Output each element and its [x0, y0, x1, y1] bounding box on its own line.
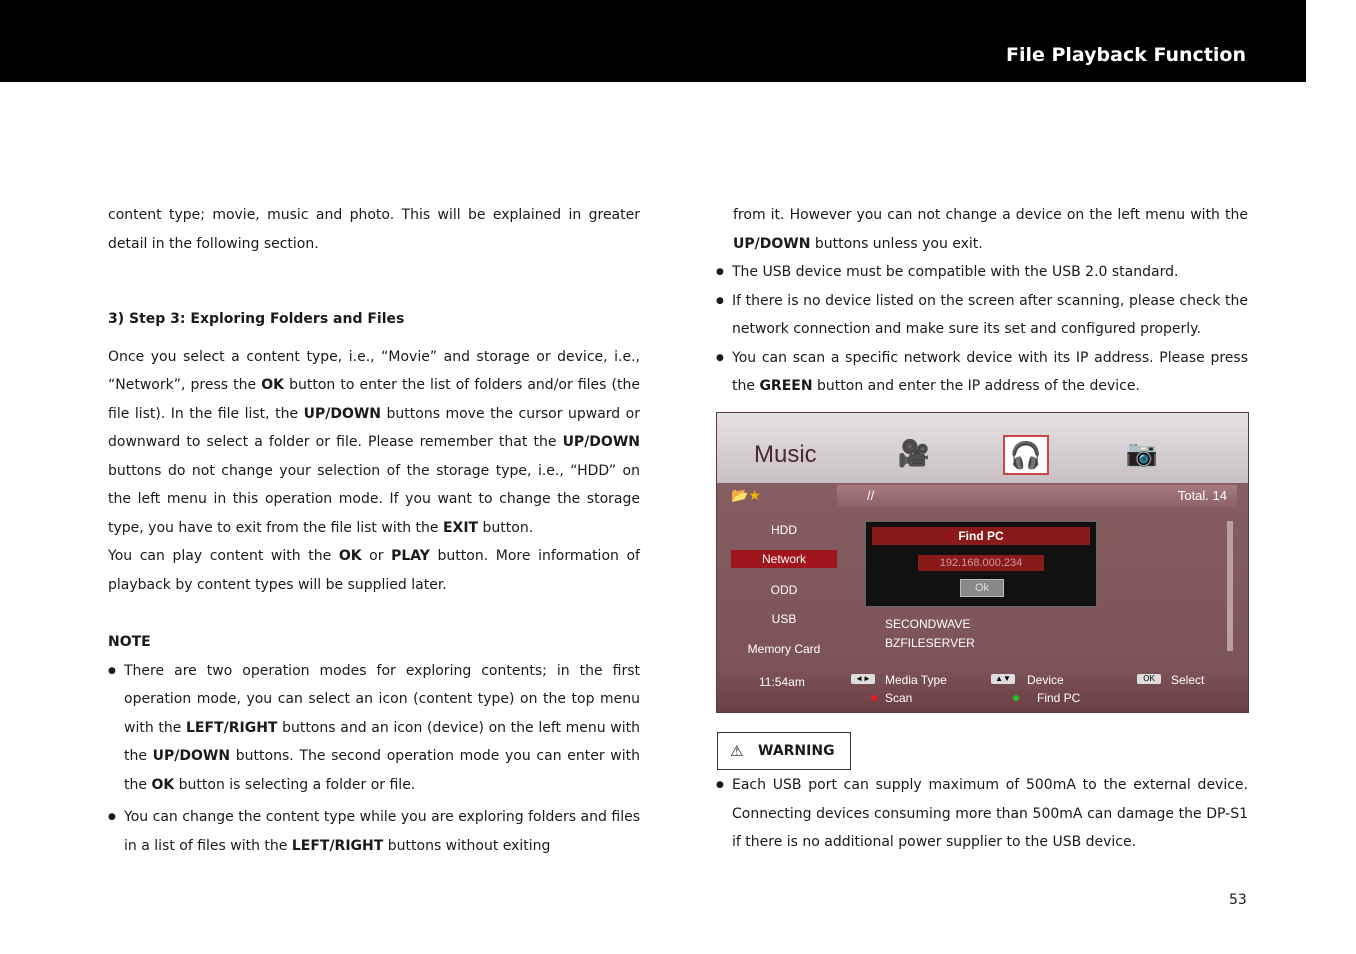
music-network-screenshot	[716, 412, 1249, 713]
screen-menu-memory-card: Memory Card	[747, 642, 821, 656]
find-pc-dialog	[865, 521, 1097, 607]
step-heading: 3) Step 3: Exploring Folders and Files	[108, 311, 405, 327]
screen-top-menu	[717, 413, 1248, 483]
right-column	[716, 201, 1248, 401]
page-number: 53	[1229, 892, 1247, 908]
screen-list-item: SECONDWAVE	[885, 617, 971, 631]
video-camera-icon: 🎥	[897, 438, 931, 468]
note-bullet-1: ● There are two operation modes for exploring contents; in the first operation mode, you can select an icon (content type) on the top menu with the LEFT/RIGHT buttons and an icon (device) on the left menu with the UP/DOWN buttons. The second operation mode you can enter with the OK button is selecting a folder or file.	[108, 657, 640, 800]
step-paragraph: Once you select a content type, i.e., “Movie” and storage or device, i.e., “Network”, press the OK button to enter the list of folders and/or files (the file list). In the file list, the UP/DOWN buttons move the cursor upward or downward to select a folder or file. Please remember that the UP/DOWN buttons do not change your selection of the storage type, i.e., “HDD” on the left menu in this operation mode. If you want to change the storage type, you have to exit from the file list with the EXIT button.	[108, 348, 641, 536]
footer-media-type: Media Type	[885, 673, 947, 687]
dialog-ok-button: Ok	[960, 579, 1004, 597]
warning-label-box	[717, 732, 851, 770]
screen-title: Music	[754, 441, 817, 468]
left-right-key-icon: ◄►	[851, 674, 875, 684]
left-column	[108, 201, 640, 860]
green-dot-icon	[1013, 695, 1019, 701]
screen-clock: 11:54am	[759, 675, 805, 689]
note-heading: NOTE	[108, 634, 151, 650]
screen-footer	[717, 665, 1248, 712]
screen-total: Total. 14	[1177, 488, 1227, 503]
ok-key-icon: OK	[1137, 674, 1161, 684]
dialog-title: Find PC	[872, 527, 1090, 545]
note-bullet-2: ● You can change the content type while you are exploring folders and files in a list of files with the LEFT/RIGHT buttons without exiting	[108, 803, 640, 860]
play-paragraph: You can play content with the OK or PLAY button. More information of playback by content types will be supplied later.	[108, 548, 640, 593]
up-down-key-icon: ▲▼	[991, 674, 1015, 684]
warning-bullet: ● Each USB port can supply maximum of 500mA to the external device. Connecting devices consuming more than 500mA can damage the DP-S1 if there is no additional power supplier to the USB device.	[716, 771, 1248, 857]
page-section-title: File Playback Function	[1005, 44, 1246, 66]
header-bar	[0, 0, 1306, 82]
footer-device: Device	[1027, 673, 1064, 687]
photo-camera-icon: 📷	[1125, 438, 1159, 468]
footer-select: Select	[1171, 673, 1205, 687]
note-bullet-5: ● You can scan a specific network device with its IP address. Please press the GREEN button and enter the IP address of the device.	[716, 344, 1248, 401]
ip-address-field: 192.168.000.234	[918, 555, 1044, 571]
footer-scan: Scan	[885, 691, 913, 705]
continued-bullet: from it. However you can not change a device on the left menu with the UP/DOWN buttons unless you exit.	[733, 207, 1248, 252]
folder-star-icon: 📂★	[731, 487, 761, 503]
red-dot-icon	[871, 695, 877, 701]
screen-path: //	[867, 488, 875, 503]
intro-paragraph: content type; movie, music and photo. This will be explained in greater detail in the following section.	[108, 207, 640, 252]
screen-menu-hdd: HDD	[771, 523, 797, 537]
screen-path-bar	[837, 485, 1237, 507]
screen-menu-usb: USB	[771, 612, 797, 626]
screen-scrollbar	[1227, 521, 1233, 651]
warning-triangle-icon: ⚠	[730, 742, 744, 760]
footer-find-pc: Find PC	[1037, 691, 1081, 705]
warning-column	[716, 771, 1248, 857]
headphones-icon: 🎧	[1003, 435, 1049, 475]
note-bullet-3: ● The USB device must be compatible with the USB 2.0 standard.	[716, 258, 1248, 287]
note-bullet-4: ● If there is no device listed on the screen after scanning, please check the network connection and make sure its set and configured properly.	[716, 287, 1248, 344]
screen-menu-network: Network	[731, 550, 837, 568]
warning-label: WARNING	[758, 743, 835, 759]
screen-menu-odd: ODD	[770, 583, 798, 597]
screen-list-item: BZFILESERVER	[885, 636, 975, 650]
